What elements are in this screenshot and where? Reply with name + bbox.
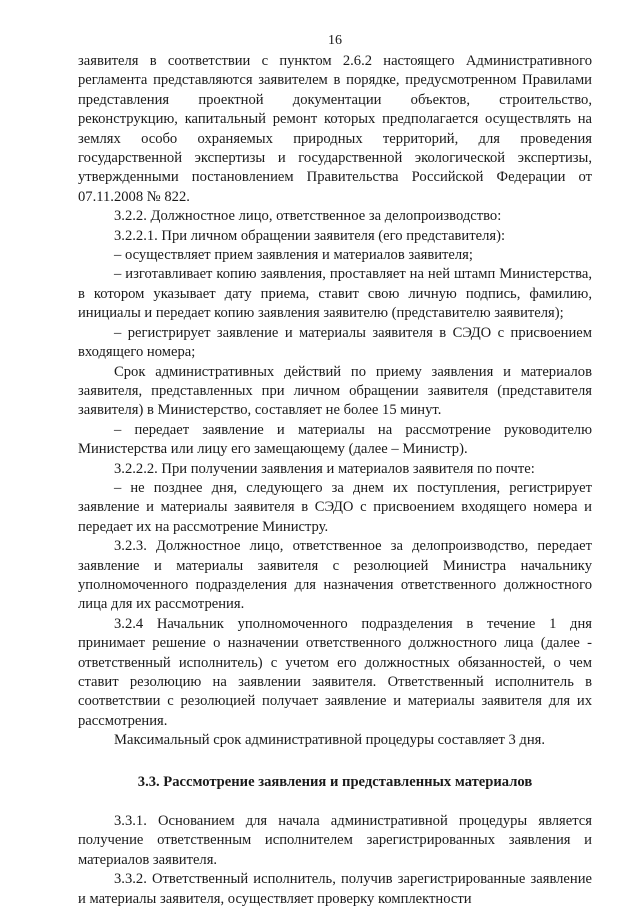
paragraph-3-2-3: 3.2.3. Должностное лицо, ответственное за делопроизводство, передает заявление и материалы заявителя с резолюцией Министра начальнику уполномоченного подразделения для назначения ответственного должностного лица для их рассмотрения. (78, 538, 592, 613)
paragraph-continuation: заявителя в соответствии с пунктом 2.6.2 настоящего Административного регламента представляются заявителем в порядке, предусмотренном Правилами представления проектной документации объектов, строительство, реконструкцию, капитальный ремонт которых предполагается осуществлять на землях особо охраняемых природных территорий, для проведения государственной экспертизы и государственной экологической экспертизы, утвержденными постановлением Правительства Российской Федерации от 07.11.2008 № 822. (78, 53, 592, 205)
paragraph-max-term: Максимальный срок административной процедуры составляет 3 дня. (114, 732, 546, 749)
paragraph-transfers: – передает заявление и материалы на рассмотрение руководителю Министерства или лицу его замещающему (далее – Министр). (78, 421, 592, 458)
paragraph-3-3-1: 3.3.1. Основанием для начала административной процедуры является получение ответственным исполнителем зарегистрированных заявления и материалов заявителя. (78, 813, 592, 868)
paragraph-makes-copy: – изготавливает копию заявления, проставляет на ней штамп Министерства, в котором указывает дату приема, ставит свою личную подпись, фамилию, инициалы и передает копию заявления заявителю (представителю заявителя); (78, 266, 592, 322)
paragraph-deadline-15: Срок административных действий по приему заявления и материалов заявителя, представленных при личном обращении заявителя (представителя заявителя) в Министерство, составляет не более 15 минут. (78, 363, 592, 419)
paragraph-3-2-2-1: 3.2.2.1. При личном обращении заявителя (его представителя): (114, 227, 506, 244)
page-number: 16 (328, 33, 342, 48)
paragraph-3-2-2: 3.2.2. Должностное лицо, ответственное за делопроизводство: (114, 208, 502, 225)
section-3-2-body (78, 52, 592, 751)
section-heading-3-3: 3.3. Рассмотрение заявления и представленных материалов (137, 773, 533, 790)
paragraph-by-mail: – не позднее дня, следующего за днем их поступления, регистрирует заявление и материалы заявителя в СЭДО с присвоением входящего номера и передает их на рассмотрение Министру. (78, 479, 592, 535)
paragraph-registers: – регистрирует заявление и материалы заявителя в СЭДО с присвоением входящего номера; (78, 324, 592, 361)
paragraph-3-2-2-2: 3.2.2.2. При получении заявления и материалов заявителя по почте: (114, 460, 535, 477)
paragraph-3-3-2: 3.3.2. Ответственный исполнитель, получив зарегистрированные заявление и материалы заявителя, осуществляет проверку комплектности (78, 871, 592, 907)
paragraph-accepts: – осуществляет прием заявления и материалов заявителя; (114, 247, 473, 264)
section-3-3-body (78, 812, 592, 909)
paragraph-3-2-4: 3.2.4 Начальник уполномоченного подразделения в течение 1 дня принимает решение о назначении ответственного должностного лица (далее - ответственный исполнитель) с учетом его должностных обязанностей, о чем ставит резолюцию на заявлении заявителя. Ответственный исполнитель в соответствии с резолюцией получает заявление и материалы заявителя для их рассмотрения. (78, 615, 592, 729)
